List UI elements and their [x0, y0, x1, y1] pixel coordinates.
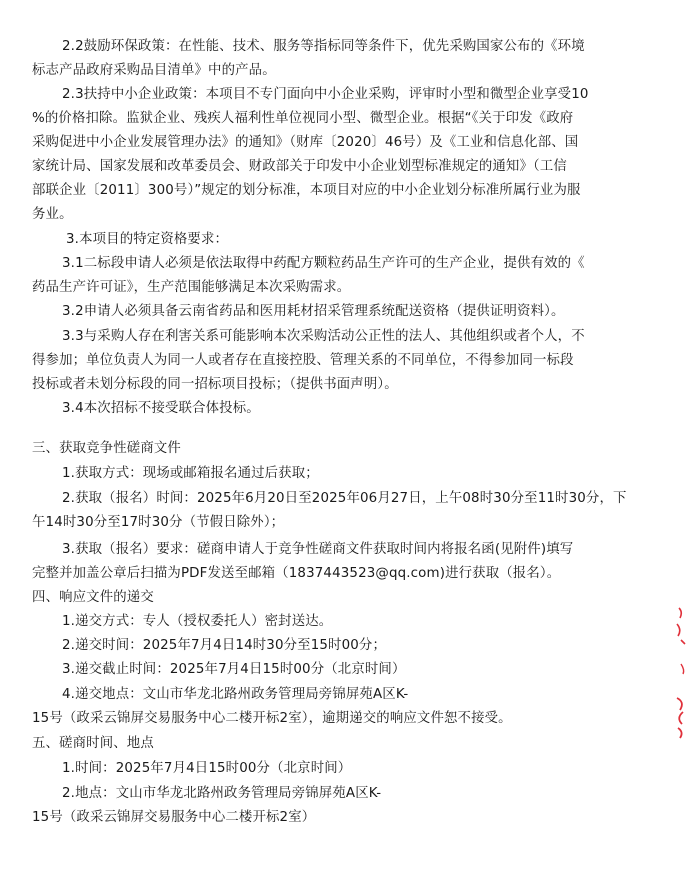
- text-line: 药品生产许可证》，生产范围能够满足本次采购需求。: [32, 280, 351, 295]
- text-line: 2.获取（报名）时间：2025年6月20日至2025年06月27日，上午08时30分至11时30分，下: [62, 491, 627, 506]
- text-line: 4.递交地点：文山市华龙北路州政务管理局旁锦屏苑A区K-: [62, 687, 409, 702]
- section-heading: 五、磋商时间、地点: [32, 736, 154, 751]
- text-line: 3.获取（报名）要求：磋商申请人于竞争性磋商文件获取时间内将报名函(见附件)填写: [62, 542, 574, 557]
- text-line: 2.递交时间：2025年7月4日14时30分至15时00分；: [62, 638, 387, 653]
- text-line: 1.时间：2025年7月4日15时00分（北京时间）: [62, 761, 352, 776]
- text-line: 2.地点：文山市华龙北路州政务管理局旁锦屏苑A区K-: [62, 786, 382, 801]
- text-line: 务业。: [32, 207, 73, 222]
- text-line: 得参加；单位负责人为同一人或者存在直接控股、管理关系的不同单位，不得参加同一标段: [32, 353, 574, 368]
- text-line: %的价格扣除。监狱企业、残疾人福利性单位视同小型、微型企业。根据“《关于印发《政府: [32, 111, 574, 126]
- text-line: 3.1二标段申请人必须是依法取得中药配方颗粒药品生产许可的生产企业，提供有效的《: [62, 256, 585, 271]
- text-line: 3.3与采购人存在利害关系可能影响本次采购活动公正性的法人、其他组织或者个人，不: [62, 329, 585, 344]
- text-line: 标志产品政府采购品目清单》中的产品。: [32, 63, 276, 78]
- section-heading: 四、响应文件的递交: [32, 590, 154, 605]
- text-line: 家统计局、国家发展和改革委员会、财政部关于印发中小企业划型标准规定的通知》（工信: [32, 159, 567, 174]
- text-line: 1.获取方式：现场或邮箱报名通过后获取；: [62, 466, 319, 481]
- text-line: 1.递交方式：专人（授权委托人）密封送达。: [62, 614, 333, 629]
- text-line: 午14时30分至17时30分（节假日除外）；: [32, 515, 285, 530]
- text-line: 部联企业〔2011〕300号）”规定的划分标准，本项目对应的中小企业划分标准所属行业为服: [32, 183, 581, 198]
- text-line: 投标或者未划分标段的同一招标项目投标；（提供书面声明）。: [32, 377, 398, 392]
- text-line: 3.4本次招标不接受联合体投标。: [62, 401, 260, 416]
- section-heading: 三、获取竞争性磋商文件: [32, 441, 181, 456]
- text-line: 2.3扶持中小企业政策：本项目不专门面向中小企业采购，评审时小型和微型企业享受10: [62, 87, 589, 102]
- seal-stamp-edge: [671, 600, 689, 750]
- text-line: 采购促进中小企业发展管理办法》的通知》（财库〔2020〕46号）及《工业和信息化部、国: [32, 135, 579, 150]
- text-line: 15号（政采云锦屏交易服务中心二楼开标2室），逾期递交的响应文件恕不接受。: [32, 711, 512, 726]
- text-line: 3.2申请人必须具备云南省药品和医用耗材招采管理系统配送资格（提供证明资料）。: [62, 304, 565, 319]
- text-line: 15号（政采云锦屏交易服务中心二楼开标2室）: [32, 810, 316, 825]
- section-heading: 3.本项目的特定资格要求：: [66, 232, 229, 247]
- text-line: 完整并加盖公章后扫描为PDF发送至邮箱（1837443523@qq.com)进行获取（报名）。: [32, 566, 561, 581]
- text-line: 3.递交截止时间：2025年7月4日15时00分（北京时间）: [62, 662, 406, 677]
- text-line: 2.2鼓励环保政策：在性能、技术、服务等指标同等条件下，优先采购国家公布的《环境: [62, 39, 585, 54]
